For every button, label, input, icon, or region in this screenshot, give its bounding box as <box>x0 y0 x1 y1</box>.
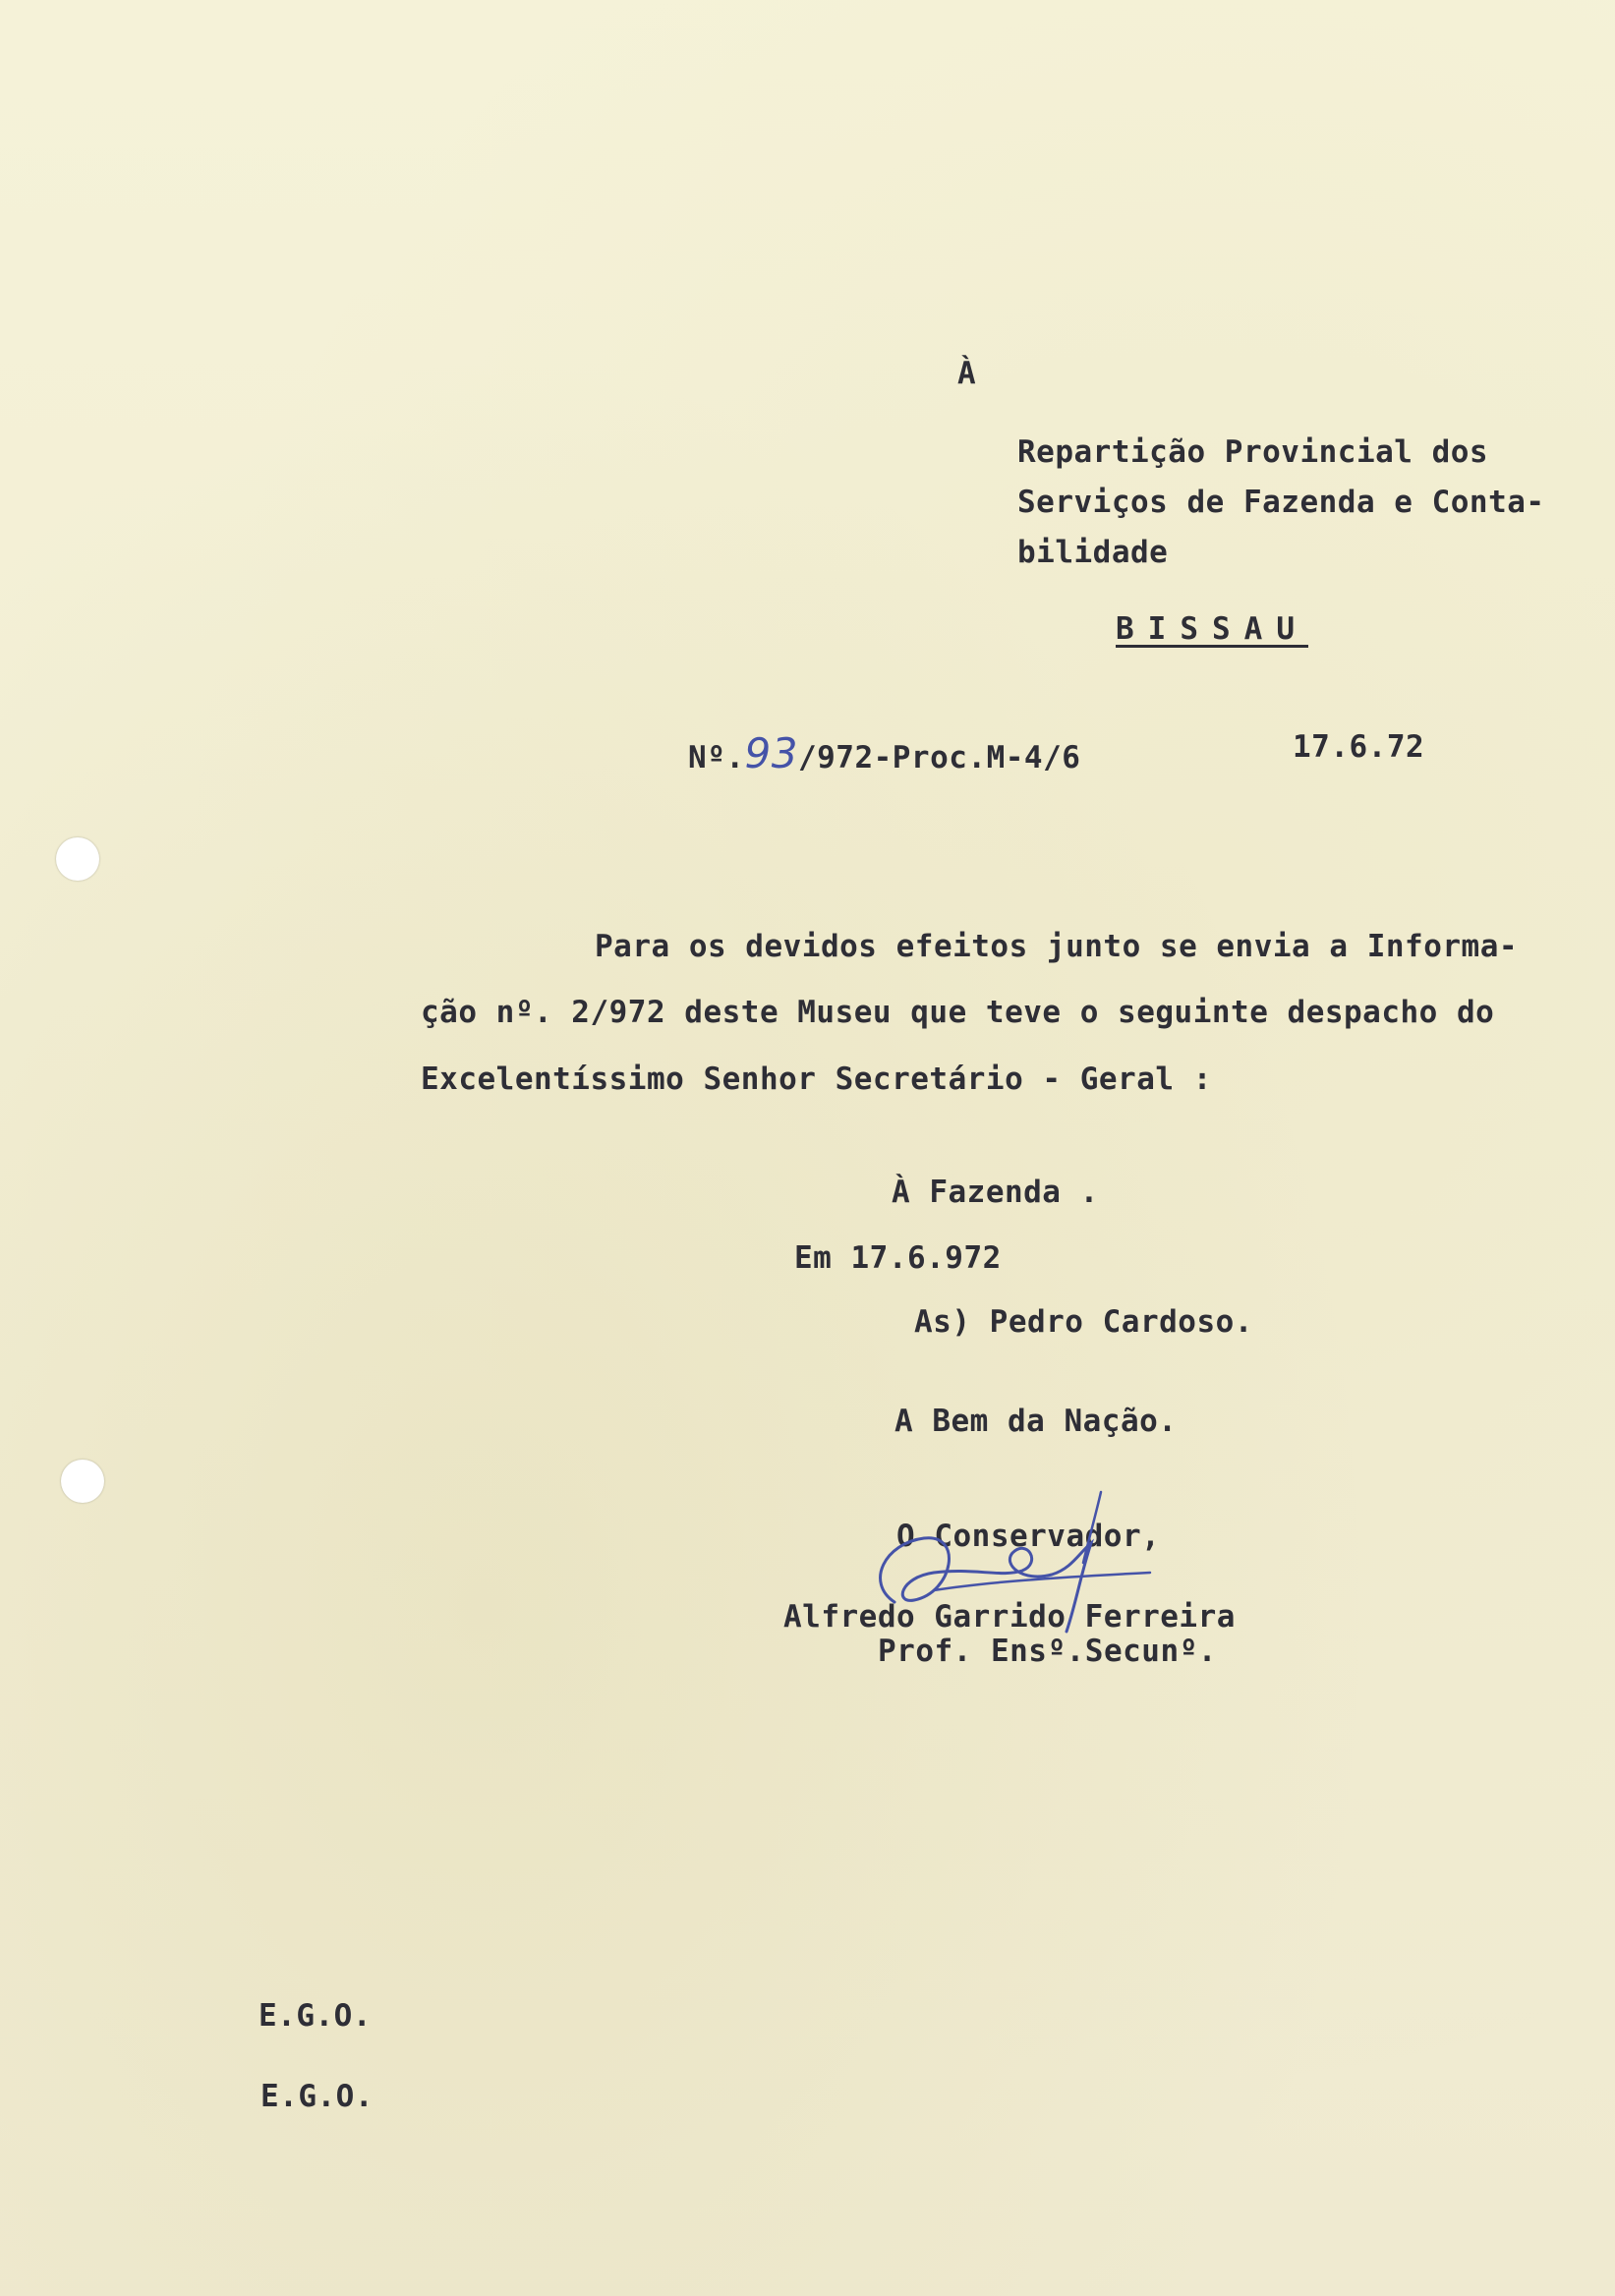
signature-title: O Conservador, <box>896 1519 1161 1554</box>
body-line-2: ção nº. 2/972 deste Museu que teve o seguinte despacho do <box>421 995 1495 1030</box>
signature-name: Alfredo Garrido Ferreira <box>783 1599 1236 1635</box>
despacho-line-1: À Fazenda . <box>892 1175 1099 1210</box>
body-line-1: Para os devidos efeitos junto se envia a Informa- <box>595 929 1519 964</box>
closing: A Bem da Nação. <box>894 1404 1178 1439</box>
body-line-3: Excelentíssimo Senhor Secretário - Geral : <box>421 1062 1212 1097</box>
footer-copy-2: E.G.O. <box>260 2079 374 2114</box>
handwritten-signature <box>855 1484 1170 1641</box>
salutation: À <box>957 356 977 391</box>
addressee-line-2: Serviços de Fazenda e Conta- <box>1017 485 1545 520</box>
punch-hole-bottom <box>61 1460 104 1503</box>
signature-role: Prof. Ensº.Secunº. <box>878 1634 1217 1669</box>
addressee-city: BISSAU <box>1116 611 1308 647</box>
despacho-line-3: As) Pedro Cardoso. <box>914 1304 1253 1340</box>
addressee-line-1: Repartição Provincial dos <box>1017 434 1489 470</box>
reference-suffix: /972-Proc.M-4/6 <box>797 740 1081 775</box>
reference-date: 17.6.72 <box>1293 729 1425 765</box>
addressee-line-3: bilidade <box>1017 535 1169 570</box>
footer-copy-1: E.G.O. <box>259 1998 372 2034</box>
punch-hole-top <box>56 837 99 881</box>
handwritten-number: 93 <box>744 729 798 777</box>
reference-number <box>688 729 1080 777</box>
despacho-line-2: Em 17.6.972 <box>794 1240 1002 1276</box>
reference-prefix: Nº. <box>688 740 745 775</box>
